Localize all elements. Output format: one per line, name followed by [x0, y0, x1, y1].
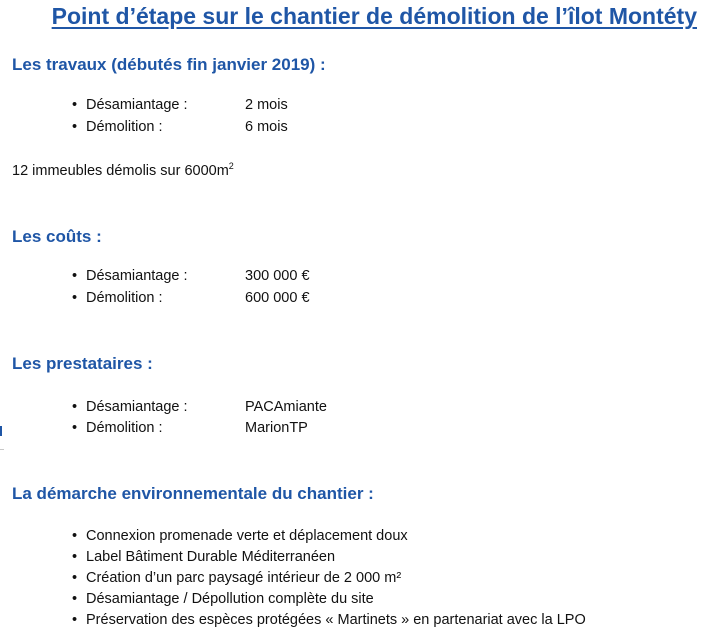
list-item-demarche [72, 591, 374, 611]
cropped-edge-mark [0, 426, 2, 436]
bullet-icon: • [72, 528, 78, 544]
page-title: Point d’étape sur le chantier de démolition de l’îlot Montéty [51, 3, 697, 29]
superscript-exponent: 2 [228, 161, 234, 171]
summary-text: 12 immeubles démolis sur 6000m [12, 163, 229, 179]
section-heading-travaux: Les travaux (débutés fin janvier 2019) : [12, 55, 326, 74]
bullet-icon: • [72, 268, 78, 284]
item-label: Démolition : [86, 290, 163, 306]
bullet-icon: • [72, 399, 78, 415]
list-item-couts-demolition [72, 290, 310, 310]
bullet-icon: • [72, 119, 78, 135]
bullet-icon: • [72, 290, 78, 306]
demolition-summary [12, 161, 234, 179]
list-item-demarche [72, 612, 586, 632]
list-item-demarche [72, 570, 401, 590]
item-value: PACAmiante [245, 399, 327, 415]
section-heading-demarche: La démarche environnementale du chantier : [12, 484, 374, 503]
bullet-icon: • [72, 612, 78, 628]
bullet-icon: • [72, 591, 78, 607]
item-text: Préservation des espèces protégées « Martinets » en partenariat avec la LPO [86, 612, 586, 628]
item-value: 300 000 € [245, 268, 310, 284]
item-value: 2 mois [245, 97, 288, 113]
list-item-prestataires-desamiantage [72, 399, 327, 419]
list-item-prestataires-demolition [72, 420, 308, 440]
section-heading-prestataires: Les prestataires : [12, 354, 153, 373]
item-value: 600 000 € [245, 290, 310, 306]
item-label: Désamiantage : [86, 399, 188, 415]
bullet-icon: • [72, 549, 78, 565]
list-item-travaux-desamiantage [72, 97, 288, 117]
list-item-demarche [72, 528, 408, 548]
list-item-travaux-demolition [72, 119, 288, 139]
item-value: MarionTP [245, 420, 308, 436]
bullet-icon: • [72, 97, 78, 113]
list-item-couts-desamiantage [72, 268, 310, 288]
item-text: Label Bâtiment Durable Méditerranéen [86, 549, 336, 565]
item-text: Création d’un parc paysagé intérieur de 2 000 m² [86, 570, 402, 586]
item-text: Connexion promenade verte et déplacement doux [86, 528, 408, 544]
item-value: 6 mois [245, 119, 288, 135]
item-label: Désamiantage : [86, 97, 188, 113]
section-heading-couts: Les coûts : [12, 227, 102, 246]
list-item-demarche [72, 549, 335, 569]
item-label: Démolition : [86, 119, 163, 135]
cropped-edge-line [0, 449, 4, 450]
bullet-icon: • [72, 570, 78, 586]
item-label: Désamiantage : [86, 268, 188, 284]
bullet-icon: • [72, 420, 78, 436]
item-text: Désamiantage / Dépollution complète du site [86, 591, 374, 607]
item-label: Démolition : [86, 420, 163, 436]
